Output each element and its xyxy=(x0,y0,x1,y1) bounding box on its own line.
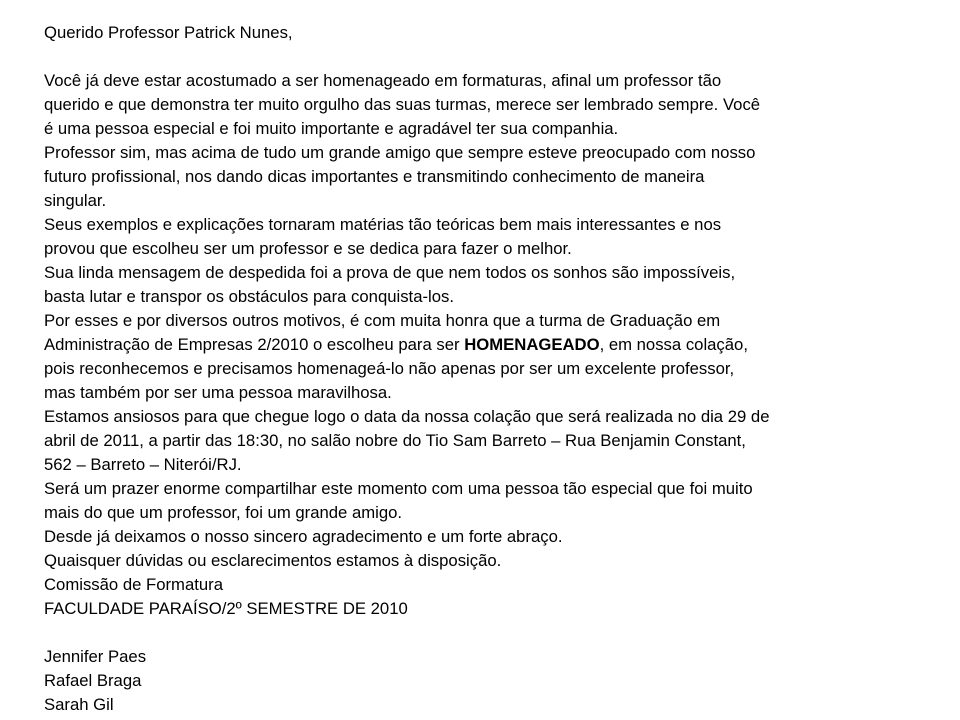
signatory-1: Jennifer Paes xyxy=(44,647,147,666)
paragraph-4-line-2: basta lutar e transpor os obstáculos para conquista-los. xyxy=(44,287,455,306)
paragraph-3-line-1: Seus exemplos e explicações tornaram matérias tão teóricas bem mais interessantes e nos xyxy=(44,215,722,234)
paragraph-5-line-4: mas também por ser uma pessoa maravilhosa. xyxy=(44,383,392,402)
paragraph-1-line-2: querido e que demonstra ter muito orgulho das suas turmas, merece ser lembrado sempre. Você xyxy=(44,95,761,114)
blank-line xyxy=(44,45,924,69)
letter-body xyxy=(44,21,924,717)
paragraph-5-line-3: pois reconhecemos e precisamos homenageá-lo não apenas por ser um excelente professor, xyxy=(44,359,735,378)
paragraph-2-line-2: futuro profissional, nos dando dicas importantes e transmitindo conhecimento de maneira xyxy=(44,167,705,186)
committee-name: Comissão de Formatura xyxy=(44,575,223,594)
paragraph-2-line-1: Professor sim, mas acima de tudo um grande amigo que sempre esteve preocupado com nosso xyxy=(44,143,756,162)
paragraph-9: Quaisquer dúvidas ou esclarecimentos estamos à disposição. xyxy=(44,551,502,570)
paragraph-5-line-2 xyxy=(44,333,924,357)
paragraph-1-line-3: é uma pessoa especial e foi muito importante e agradável ter sua companhia. xyxy=(44,119,619,138)
signatory-2: Rafael Braga xyxy=(44,671,142,690)
paragraph-6-line-1: Estamos ansiosos para que chegue logo o data da nossa colação que será realizada no dia 29 de xyxy=(44,407,770,426)
signatory-3: Sarah Gil xyxy=(44,695,114,714)
paragraph-6-line-2: abril de 2011, a partir das 18:30, no salão nobre do Tio Sam Barreto – Rua Benjamin Constant, xyxy=(44,431,746,450)
paragraph-7-line-1: Será um prazer enorme compartilhar este momento com uma pessoa tão especial que foi muito xyxy=(44,479,753,498)
paragraph-2-line-3: singular. xyxy=(44,191,107,210)
paragraph-1-line-1: Você já deve estar acostumado a ser homenageado em formaturas, afinal um professor tão xyxy=(44,71,722,90)
paragraph-5-line-1: Por esses e por diversos outros motivos, é com muita honra que a turma de Graduação em xyxy=(44,311,721,330)
paragraph-8: Desde já deixamos o nosso sincero agradecimento e um forte abraço. xyxy=(44,527,563,546)
paragraph-5-line-2-start: Administração de Empresas 2/2010 o escolheu para ser xyxy=(44,335,465,354)
paragraph-7-line-2: mais do que um professor, foi um grande amigo. xyxy=(44,503,403,522)
greeting: Querido Professor Patrick Nunes, xyxy=(44,23,293,42)
paragraph-5-line-2-end: , em nossa colação, xyxy=(599,335,748,354)
honoree-emphasis: HOMENAGEADO xyxy=(464,335,600,354)
paragraph-3-line-2: provou que escolheu ser um professor e se dedica para fazer o melhor. xyxy=(44,239,572,258)
paragraph-4-line-1: Sua linda mensagem de despedida foi a prova de que nem todos os sonhos são impossíveis, xyxy=(44,263,736,282)
paragraph-6-line-3: 562 – Barreto – Niterói/RJ. xyxy=(44,455,242,474)
institution-line: FACULDADE PARAÍSO/2º SEMESTRE DE 2010 xyxy=(44,599,408,618)
blank-line xyxy=(44,621,924,645)
